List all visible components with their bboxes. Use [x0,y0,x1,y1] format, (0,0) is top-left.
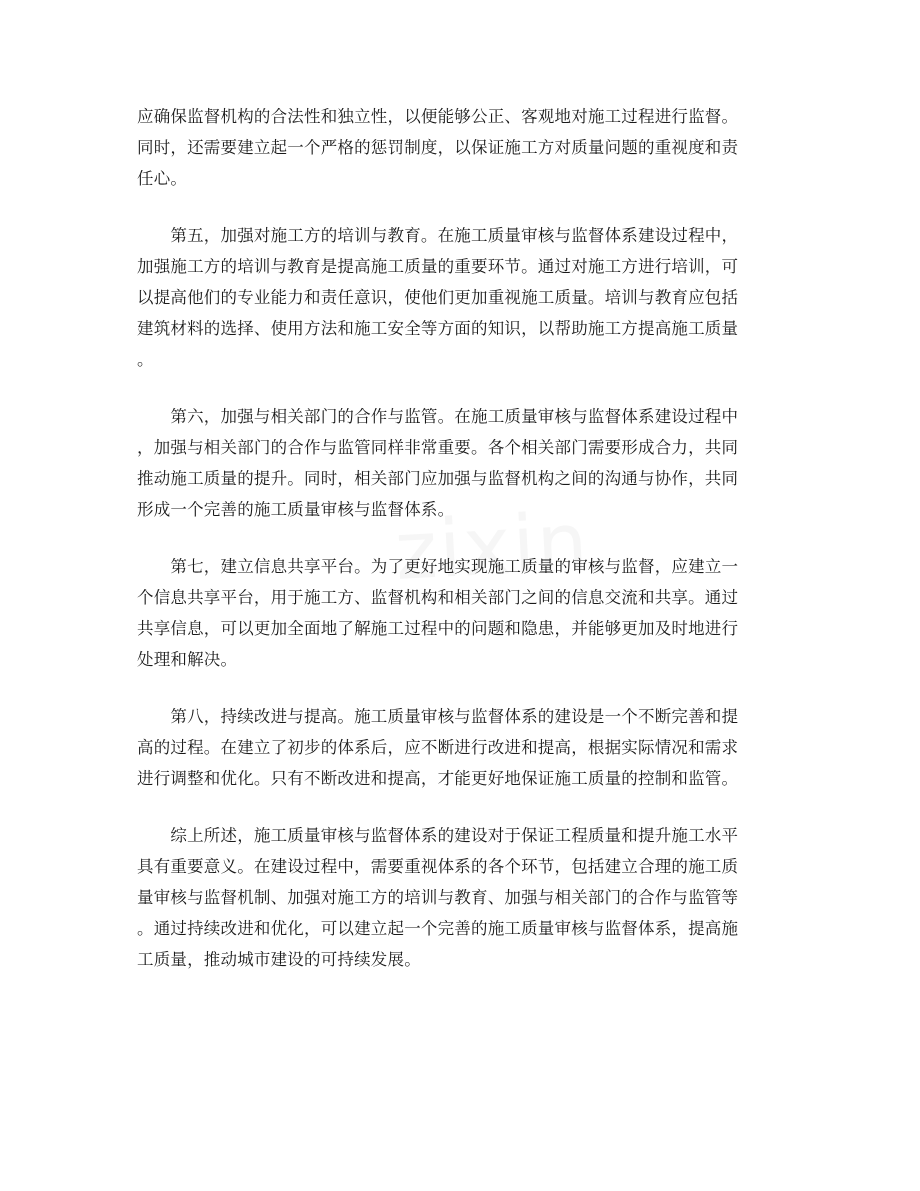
paragraph-spacer [137,525,789,551]
text-line: 量审核与监督机制、加强对施工方的培训与教育、加强与相关部门的合作与监管等 [137,888,739,907]
text-line: 进行调整和优化。只有不断改进和提高，才能更好地保证施工质量的控制和监管。 [137,769,739,788]
text-line: 。通过持续改进和优化，可以建立起一个完善的施工质量审核与监督体系，提高施 [137,919,739,938]
text-line: 第六，加强与相关部门的合作与监管。在施工质量审核与监督体系建设过程中 [137,407,739,426]
text-line: 第七，建立信息共享平台。为了更好地实现施工质量的审核与监督，应建立一 [137,557,739,576]
paragraph-spacer [137,794,789,820]
paragraph-spacer [137,675,789,701]
text-line: 以提高他们的专业能力和责任意识，使他们更加重视施工质量。培训与教育应包括 [137,288,739,307]
text-line: 建筑材料的选择、使用方法和施工安全等方面的知识，以帮助施工方提高施工质量 [137,319,739,338]
text-line: 第五，加强对施工方的培训与教育。在施工质量审核与监督体系建设过程中， [137,226,739,245]
paragraph [137,551,789,675]
paragraph-spacer [137,375,789,401]
text-line: 共享信息，可以更加全面地了解施工过程中的问题和隐患，并能够更加及时地进行 [137,619,739,638]
text-line: 同时，还需要建立起一个严格的惩罚制度，以保证施工方对质量问题的重视度和责 [137,138,739,157]
text-line: 第八，持续改进与提高。施工质量审核与监督体系的建设是一个不断完善和提 [137,707,739,726]
text-line: 具有重要意义。在建设过程中，需要重视体系的各个环节，包括建立合理的施工质 [137,857,739,876]
paragraph [137,701,789,794]
text-line: 高的过程。在建立了初步的体系后，应不断进行改进和提高，根据实际情况和需求 [137,738,739,757]
text-line: 个信息共享平台，用于施工方、监督机构和相关部门之间的信息交流和共享。通过 [137,588,739,607]
text-line: 处理和解决。 [137,650,238,669]
text-line: ，加强与相关部门的合作与监管同样非常重要。各个相关部门需要形成合力，共同 [137,438,739,457]
paragraph [137,820,789,975]
paragraph [137,101,789,194]
text-line: 形成一个完善的施工质量审核与监督体系。 [137,500,455,519]
paragraph [137,220,789,375]
text-line: 推动施工质量的提升。同时，相关部门应加强与监督机构之间的沟通与协作，共同 [137,469,739,488]
text-line: 综上所述，施工质量审核与监督体系的建设对于保证工程质量和提升施工水平 [137,826,739,845]
text-line: 。 [137,350,154,369]
paragraph-spacer [137,194,789,220]
text-line: 加强施工方的培训与教育是提高施工质量的重要环节。通过对施工方进行培训，可 [137,257,739,276]
text-line: 任心。 [137,169,188,188]
text-line: 工质量，推动城市建设的可持续发展。 [137,950,421,969]
document-body [137,101,789,975]
paragraph [137,401,789,525]
text-line: 应确保监督机构的合法性和独立性，以便能够公正、客观地对施工过程进行监督。 [137,107,739,126]
